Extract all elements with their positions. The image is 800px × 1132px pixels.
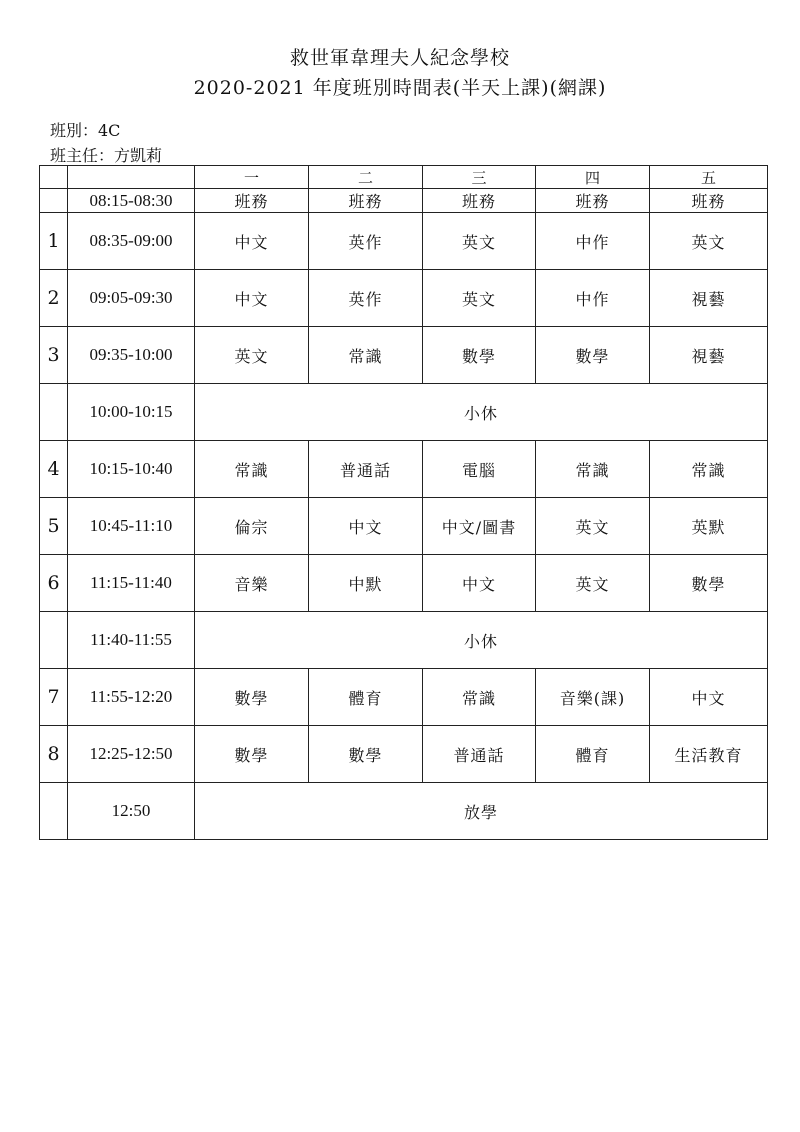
subject-cell: 數學: [195, 669, 309, 726]
header-blank-cell: [40, 166, 68, 189]
day-header-row: [40, 166, 768, 189]
subject-cell: 英文: [536, 555, 650, 612]
period-time: 11:55-12:20: [68, 669, 195, 726]
period-number: 4: [40, 441, 68, 498]
subject-cell: 普通話: [309, 441, 423, 498]
day-header: 五: [650, 166, 768, 189]
break-label: 小休: [195, 612, 768, 669]
lesson-row: [40, 669, 768, 726]
day-header: 四: [536, 166, 650, 189]
day-header: 二: [309, 166, 423, 189]
subject-cell: 常識: [309, 327, 423, 384]
subject-cell: 常識: [423, 669, 536, 726]
period-time: 10:00-10:15: [68, 384, 195, 441]
period-number: [40, 612, 68, 669]
subject-cell: 視藝: [650, 327, 768, 384]
subject-cell: 班務: [309, 189, 423, 213]
class-label: 班別：4C: [50, 121, 121, 140]
subject-cell: 體育: [536, 726, 650, 783]
period-number: [40, 189, 68, 213]
subject-cell: 英作: [309, 270, 423, 327]
lesson-row: [40, 555, 768, 612]
subject-cell: 生活教育: [650, 726, 768, 783]
subject-cell: 數學: [650, 555, 768, 612]
subject-cell: 常識: [650, 441, 768, 498]
period-number: 5: [40, 498, 68, 555]
subject-cell: 英文: [650, 213, 768, 270]
subject-cell: 數學: [195, 726, 309, 783]
subject-cell: 班務: [536, 189, 650, 213]
subject-cell: 中文: [195, 213, 309, 270]
registration-row: [40, 189, 768, 213]
timetable: [39, 165, 768, 840]
timetable-title: 2020-2021 年度班別時間表(半天上課)(網課): [193, 77, 607, 99]
subject-cell: 音樂: [195, 555, 309, 612]
subject-cell: 體育: [309, 669, 423, 726]
subject-cell: 英作: [309, 213, 423, 270]
period-time: 08:15-08:30: [68, 189, 195, 213]
period-number: 7: [40, 669, 68, 726]
break-row: [40, 384, 768, 441]
period-number: [40, 384, 68, 441]
subject-cell: 英文: [423, 270, 536, 327]
subject-cell: 中作: [536, 270, 650, 327]
period-time: 12:25-12:50: [68, 726, 195, 783]
subject-cell: 班務: [423, 189, 536, 213]
period-time: 08:35-09:00: [68, 213, 195, 270]
subject-cell: 常識: [536, 441, 650, 498]
period-time: 11:40-11:55: [68, 612, 195, 669]
subject-cell: 常識: [195, 441, 309, 498]
subject-cell: 中默: [309, 555, 423, 612]
class-teacher-label: 班主任：方凱莉: [50, 146, 163, 165]
subject-cell: 音樂(課): [536, 669, 650, 726]
lesson-row: [40, 498, 768, 555]
subject-cell: 中文: [309, 498, 423, 555]
lesson-row: [40, 327, 768, 384]
subject-cell: 中文: [650, 669, 768, 726]
period-time: 09:35-10:00: [68, 327, 195, 384]
day-header: 一: [195, 166, 309, 189]
period-number: 3: [40, 327, 68, 384]
lesson-row: [40, 441, 768, 498]
subject-cell: 中作: [536, 213, 650, 270]
period-number: 8: [40, 726, 68, 783]
subject-cell: 數學: [536, 327, 650, 384]
break-row: [40, 783, 768, 840]
period-time: 12:50: [68, 783, 195, 840]
subject-cell: 視藝: [650, 270, 768, 327]
subject-cell: 班務: [195, 189, 309, 213]
subject-cell: 數學: [309, 726, 423, 783]
subject-cell: 英文: [195, 327, 309, 384]
period-time: 11:15-11:40: [68, 555, 195, 612]
period-time: 09:05-09:30: [68, 270, 195, 327]
subject-cell: 班務: [650, 189, 768, 213]
period-number: 1: [40, 213, 68, 270]
lesson-row: [40, 270, 768, 327]
break-label: 放學: [195, 783, 768, 840]
subject-cell: 英默: [650, 498, 768, 555]
period-number: 6: [40, 555, 68, 612]
subject-cell: 電腦: [423, 441, 536, 498]
lesson-row: [40, 726, 768, 783]
lesson-row: [40, 213, 768, 270]
period-time: 10:15-10:40: [68, 441, 195, 498]
period-number: 2: [40, 270, 68, 327]
day-header: 三: [423, 166, 536, 189]
break-row: [40, 612, 768, 669]
header-time-cell: [68, 166, 195, 189]
subject-cell: 中文: [423, 555, 536, 612]
school-name: 救世軍韋理夫人紀念學校: [289, 47, 510, 69]
subject-cell: 中文: [195, 270, 309, 327]
subject-cell: 數學: [423, 327, 536, 384]
subject-cell: 中文/圖書: [423, 498, 536, 555]
break-label: 小休: [195, 384, 768, 441]
period-time: 10:45-11:10: [68, 498, 195, 555]
subject-cell: 英文: [423, 213, 536, 270]
subject-cell: 普通話: [423, 726, 536, 783]
period-number: [40, 783, 68, 840]
subject-cell: 英文: [536, 498, 650, 555]
subject-cell: 倫宗: [195, 498, 309, 555]
